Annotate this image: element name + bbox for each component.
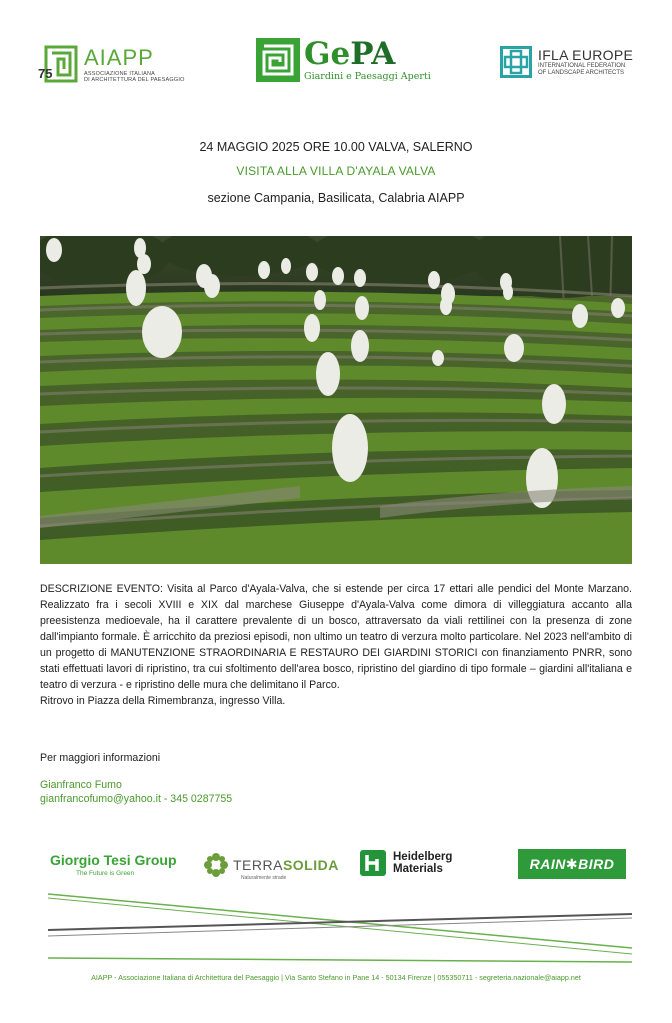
- aiapp-maze-icon: [40, 44, 78, 84]
- meeting-point: Ritrovo in Piazza della Rimembranza, ingresso Villa.: [40, 695, 286, 707]
- heidelberg-line2: Materials: [393, 863, 443, 875]
- gepa-maze-icon: [256, 38, 300, 82]
- header-logos: [0, 38, 672, 90]
- contact-details[interactable]: gianfrancofumo@yahoo.it - 345 0287755: [40, 793, 233, 805]
- aiapp-anniversary: 75: [38, 66, 53, 81]
- tesi-name: Giorgio Tesi Group: [50, 852, 177, 868]
- event-title: VISITA ALLA VILLA D'AYALA VALVA: [236, 164, 436, 178]
- terra-name-b: SOLIDA: [282, 857, 339, 873]
- event-section: sezione Campania, Basilicata, Calabria AIAPP: [207, 191, 465, 205]
- gepa-logo: [256, 38, 431, 82]
- gepa-name-pa: PA: [350, 36, 396, 72]
- aiapp-logo: [40, 44, 185, 84]
- terra-name-a: TERRA: [233, 857, 283, 873]
- more-info-label: Per maggiori informazioni: [40, 752, 161, 764]
- footer-address: AIAPP - Associazione Italiana di Architettura del Paesaggio | Via Santo Stefano in Pane 14 - 50134 Firenze | 055350711 - segreteria.nazionale@aiapp.net: [91, 973, 581, 982]
- heidelberg-h-icon: [360, 850, 386, 876]
- giorgio-tesi-logo: [50, 852, 177, 877]
- decorative-lines: [0, 888, 672, 968]
- terrasolida-logo: [203, 852, 339, 881]
- gepa-tagline: Giardini e Paesaggi Aperti: [304, 71, 431, 82]
- contact-info: [40, 752, 232, 806]
- aiapp-line1: ASSOCIAZIONE ITALIANA: [84, 71, 156, 77]
- event-date: 24 MAGGIO 2025 ORE 10.00 VALVA, SALERNO: [199, 140, 473, 154]
- aiapp-name: AIAPP: [84, 45, 154, 70]
- aiapp-line2: DI ARCHITETTURA DEL PAESAGGIO: [84, 77, 185, 83]
- rain-bird-logo: RAIN✱BIRD: [518, 849, 626, 879]
- event-description: [40, 581, 632, 709]
- terrasolida-flower-icon: [203, 852, 229, 878]
- contact-name: Gianfranco Fumo: [40, 779, 122, 791]
- ifla-knot-icon: [500, 46, 532, 78]
- ifla-name: IFLA EUROPE: [538, 47, 634, 63]
- heidelberg-line1: Heidelberg: [393, 851, 453, 863]
- ifla-logo: [500, 46, 633, 78]
- description-body: DESCRIZIONE EVENTO: Visita al Parco d'Ayala-Valva, che si estende per circa 17 ettari alle pendici del Monte Marzano. Realizzato fra i secoli XVIII e XIX dal marchese Giuseppe d'Ayala-Valva come dimora di villeggiatura accanto alla preesistenza medioevale, ha il carattere prevalente di un bosco, attraversato da viali rettilinei con la presenza di zone dall'impianto formale. È arricchito da preziosi episodi, non ultimo un teatro di verzura molto particolare. Nel 2023 nell'ambito di un progetto di MANUTENZIONE STRAORDINARIA E RESTAURO DEI GIARDINI STORICI con finanziamento PNRR, sono stati effettuati lavori di ripristino, tra cui sfoltimento dell'area bosco, ripristino del giardino di tipo formale – giardini all'italiana e teatro di verzura - e ripristino delle mura che delimitano il Parco.: [40, 583, 632, 691]
- ifla-line2: OF LANDSCAPE ARCHITECTS: [538, 70, 625, 76]
- gepa-name-ge: Ge: [304, 36, 351, 72]
- heidelberg-materials-logo: [360, 850, 452, 876]
- sponsor-logos: [0, 846, 672, 886]
- villa-garden-photo: [40, 236, 632, 564]
- tesi-tagline: The Future is Green: [76, 870, 135, 877]
- event-heading: [0, 140, 672, 205]
- terra-tagline: Naturalmente strade: [241, 875, 287, 881]
- ifla-line1: INTERNATIONAL FEDERATION: [538, 63, 626, 69]
